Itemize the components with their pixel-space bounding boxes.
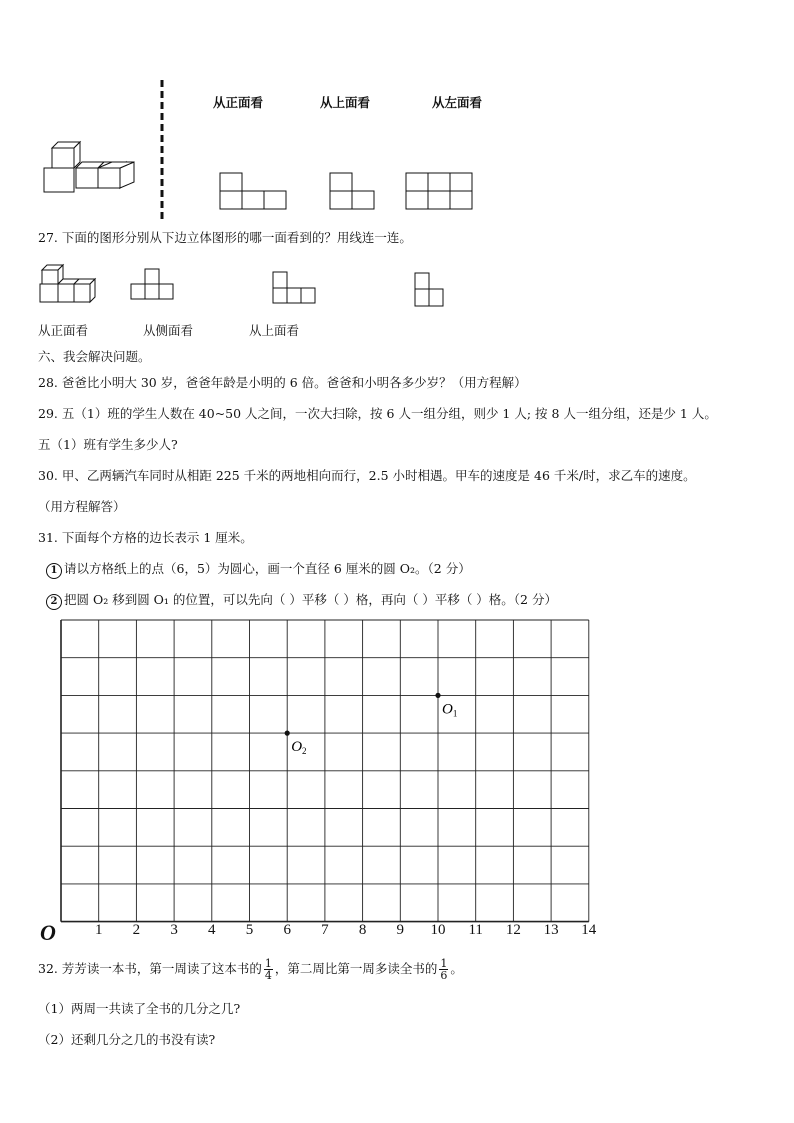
q32-number: 32. [38, 961, 58, 976]
q29-line2: 五（1）班有学生多少人? [38, 437, 178, 452]
view-left-shape [405, 172, 477, 212]
fraction-one-sixth [439, 958, 448, 981]
q30-text-1: 甲、乙两辆汽车同时从相距 225 千米的两地相向而行，2.5 小时相遇。甲车的速度是 46 千米/时，求乙车的速度。 [61, 468, 696, 483]
fraction-1-denominator: 4 [264, 969, 272, 982]
q31-item2-text: 把圆 O₂ 移到圆 O₁ 的位置，可以先向（ ）平移（ ）格，再向（ ）平移（ ）格。（2 分） [64, 592, 557, 607]
x-tick-label: 6 [283, 922, 291, 938]
point-o1-dot [435, 693, 440, 698]
view-front-shape [219, 172, 289, 212]
q27-view-shape-2 [272, 271, 322, 307]
x-tick-label: 3 [170, 922, 178, 938]
dashed-divider [160, 80, 164, 220]
q28-text: 爸爸比小明大 30 岁，爸爸年龄是小明的 6 倍。爸爸和小明各多少岁？（用方程解） [61, 375, 527, 390]
square-grid [58, 616, 618, 926]
q27-line [38, 230, 412, 246]
q27-text: 下面的图形分别从下边立体图形的哪一面看到的？用线连一连。 [61, 230, 412, 245]
x-tick-label: 1 [94, 922, 103, 938]
view-label-front: 从正面看 [213, 95, 264, 110]
cube-figure-q27 [38, 264, 108, 306]
point-o2-label: $O_2$ [291, 739, 307, 757]
q27-label-side: 从侧面看 [143, 323, 194, 338]
cube-figure-top [42, 140, 142, 200]
view-label-left: 从左面看 [432, 95, 483, 110]
q27-view-shape-1 [130, 268, 180, 304]
fraction-one-quarter [264, 958, 273, 981]
q27-number: 27. [38, 230, 58, 245]
x-tick-label: 13 [543, 922, 559, 938]
q27-label-top: 从上面看 [249, 323, 300, 338]
q29-line1 [38, 406, 717, 422]
q32-sub1: （1）两周一共读了全书的几分之几? [38, 1001, 241, 1016]
x-axis-ticks [0, 922, 794, 942]
q31-text: 下面每个方格的边长表示 1 厘米。 [61, 530, 253, 545]
fraction-1-numerator: 1 [264, 957, 272, 970]
q30-number: 30. [38, 468, 58, 483]
q32-text-c: 。 [450, 961, 463, 976]
x-tick-label: 12 [505, 922, 521, 938]
view-label-top: 从上面看 [320, 95, 371, 110]
point-o2-dot [285, 731, 290, 736]
q32-sub2: （2）还剩几分之几的书没有读? [38, 1032, 216, 1047]
q29-text-1: 五（1）班的学生人数在 40~50 人之间，一次大扫除，按 6 人一组分组，则少 1 人; 按 8 人一组分组，还是少 1 人。 [61, 406, 717, 421]
q27-view-shape-3 [414, 272, 450, 312]
view-top-shape [329, 172, 379, 212]
x-tick-label: 5 [245, 922, 254, 938]
q32-text-a: 芳芳读一本书，第一周读了这本书的 [61, 961, 262, 976]
q29-number: 29. [38, 406, 58, 421]
q31-item1-text: 请以方格纸上的点（6，5）为圆心，画一个直径 6 厘米的圆 O₂。（2 分） [64, 561, 471, 576]
circled-number-1-icon: 1 [46, 563, 62, 579]
fraction-2-numerator: 1 [440, 957, 448, 970]
q31-item2 [46, 592, 557, 610]
q30-line1 [38, 468, 696, 484]
section-6-heading: 六、我会解决问题。 [38, 349, 151, 364]
q28-number: 28. [38, 375, 58, 390]
q30-line2: （用方程解答） [38, 499, 126, 514]
x-tick-label: 2 [132, 922, 141, 938]
x-tick-label: 11 [468, 922, 483, 938]
x-tick-label: 10 [430, 922, 446, 938]
circled-number-2-icon: 2 [46, 594, 62, 610]
q31-item1 [46, 561, 471, 579]
x-tick-label: 14 [581, 922, 597, 938]
grid-origin-label: O [40, 920, 56, 945]
q32-line [38, 956, 463, 982]
q32-text-b: ，第二周比第一周多读全书的 [274, 961, 438, 976]
q27-label-front: 从正面看 [38, 323, 89, 338]
x-tick-label: 9 [396, 922, 405, 938]
fraction-2-denominator: 6 [440, 969, 448, 982]
x-tick-label: 8 [358, 922, 367, 938]
point-o1-label: $O_1$ [442, 701, 458, 719]
x-tick-label: 7 [321, 922, 329, 938]
x-tick-label: 4 [208, 922, 216, 938]
q31-number: 31. [38, 530, 58, 545]
q28-line [38, 375, 527, 391]
q31-line [38, 530, 253, 546]
